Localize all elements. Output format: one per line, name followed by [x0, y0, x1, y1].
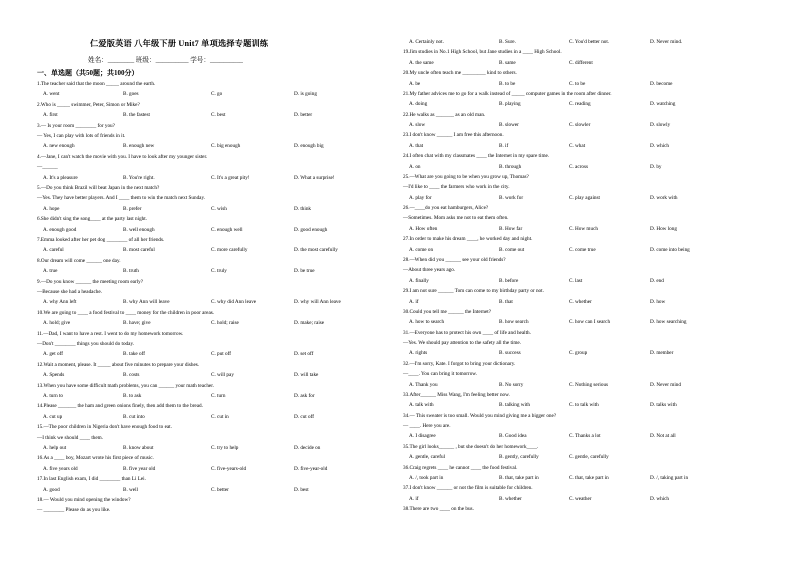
answer-option[interactable]: B. before	[499, 277, 519, 284]
question-text: 33.After______ Miss Wang, I'm feeling better now.	[403, 391, 510, 398]
answer-option[interactable]: A. hold; give	[43, 320, 71, 327]
answer-option[interactable]: D. become	[650, 80, 673, 87]
answer-option[interactable]: A. why Ann left	[43, 299, 77, 306]
answer-option[interactable]: C. How much	[569, 225, 598, 232]
answer-option[interactable]: C. play against	[569, 194, 600, 201]
answer-option[interactable]: D. which	[650, 142, 670, 149]
question-text: —______	[37, 164, 58, 171]
question-text: 7.Emma looked after her pet dog ________ of all her friends.	[37, 237, 165, 243]
question-text: —Don't ________ things you should do today.	[37, 341, 134, 347]
question-text: 28.—When did you ______ see your old friends?	[403, 256, 506, 263]
answer-option[interactable]: B. work for	[499, 194, 524, 201]
answer-option[interactable]: C. turn	[211, 393, 226, 399]
answer-option[interactable]: D. why will Ann leave	[294, 299, 341, 306]
answer-option[interactable]: B. most careful	[123, 247, 155, 254]
question-text: 31.—Everyone has to protect his own ____ of life and health.	[403, 329, 531, 336]
answer-option[interactable]: B. Good idea	[499, 433, 527, 440]
answer-option[interactable]: A. Certainly not.	[409, 39, 444, 45]
answer-option[interactable]: D. Never mind	[650, 381, 681, 388]
question-text: 20.My uncle often teach me _________ kind to others.	[403, 70, 517, 77]
answer-option[interactable]: B. that, take part in	[499, 474, 539, 481]
answer-option[interactable]: C. different	[569, 59, 593, 66]
answer-option[interactable]: B. prefer	[123, 205, 142, 212]
question-text: — ____. Here you are.	[403, 423, 451, 430]
answer-option[interactable]: A. hope	[43, 205, 60, 212]
question-text: — Yes, I can play with lots of friends in it.	[37, 133, 126, 139]
answer-option[interactable]: B. take off	[123, 351, 145, 358]
answer-option[interactable]: B. No sorry	[499, 381, 524, 388]
answer-option[interactable]: A. enough good	[43, 226, 77, 233]
question-text: 1.The teacher said that the moon _____ around the earth.	[37, 81, 156, 87]
answer-option[interactable]: D. by	[650, 163, 662, 170]
answer-option[interactable]: D. What a surprise!	[294, 174, 335, 181]
answer-option[interactable]: B. gently, carefully	[499, 454, 539, 461]
answer-option[interactable]: D. better	[294, 112, 313, 119]
answer-option[interactable]: C. gentle, carefully	[569, 454, 609, 461]
answer-option[interactable]: C. best	[211, 112, 226, 119]
question-text: 13.When you have some difficult math problems, you can ______ your math teacher.	[37, 382, 214, 389]
answer-option[interactable]: D. which	[650, 495, 670, 502]
answer-option[interactable]: D. How long	[650, 225, 677, 232]
answer-option[interactable]: D. think	[294, 205, 312, 212]
question-text: 9.—Do you know ______ the meeting room early?	[37, 278, 144, 285]
answer-option[interactable]: C. try to help	[211, 445, 239, 451]
answer-option[interactable]: D. work with	[650, 194, 678, 201]
question-text: 8.Our dream will come ______ one day.	[37, 257, 121, 264]
question-text: 38.There are two ____ on the bus.	[403, 506, 474, 513]
answer-option[interactable]: C. big enough	[211, 143, 241, 150]
answer-option[interactable]: A. true	[43, 268, 58, 275]
question-text: 32.—I'm sorry, Kate. I forgot to bring your dictionary.	[403, 360, 516, 367]
question-text: 4.—Jane, I can't watch the movie with you. I have to look after my younger sister.	[37, 153, 208, 160]
question-text: —About three years ago.	[403, 267, 456, 274]
answer-option[interactable]: B. to be	[499, 80, 516, 87]
answer-option[interactable]: A. How often	[409, 225, 438, 232]
answer-option[interactable]: B. enough new	[123, 143, 155, 150]
answer-option[interactable]: A. that	[409, 142, 424, 149]
question-text: 3.— Is your room ________ for you?	[37, 122, 115, 129]
question-text: 19.Jim studies in No.1 High School, but Jane studies in a ____ High School.	[403, 49, 562, 56]
answer-option[interactable]: B. goes	[123, 91, 139, 98]
answer-option[interactable]: D. how searching	[650, 319, 687, 326]
answer-option[interactable]: D. come into being	[650, 246, 690, 253]
answer-option[interactable]: C. better	[211, 486, 229, 493]
answer-option[interactable]: C. how can I search	[569, 319, 611, 326]
answer-option[interactable]: C. across	[569, 163, 589, 170]
answer-option[interactable]: A. new enough	[43, 143, 75, 150]
answer-option[interactable]: B. Sure.	[499, 39, 516, 45]
answer-option[interactable]: A. careful	[43, 247, 64, 254]
answer-option[interactable]: C. last	[569, 277, 583, 284]
answer-option[interactable]: C. reading	[569, 101, 591, 108]
answer-option[interactable]: C. come true	[569, 246, 596, 253]
question-text: 11.—Dad, I want to have a rest. I went to do my homework tomorrow.	[37, 330, 184, 337]
question-text: 2.Who is _____ swimmer, Peter, Simon or Mike?	[37, 101, 140, 108]
answer-option[interactable]: A. /, took part in	[409, 474, 444, 481]
question-text: 36.Craig regrets ____ he cannot ____ the food festival.	[403, 464, 518, 471]
answer-option[interactable]: D. end	[650, 277, 664, 284]
answer-option[interactable]: C. slowler	[569, 122, 591, 129]
answer-option[interactable]: B. why Ann will leave	[123, 299, 170, 306]
question-text: —I'd like to ____ the farmers who work in the city.	[403, 184, 510, 191]
question-text: 24.I often chat with my classmates ____ the Internet in my spare time.	[403, 153, 550, 160]
answer-option[interactable]: D. member	[650, 350, 674, 357]
answer-option[interactable]: D. five-year-old	[294, 465, 328, 472]
answer-option[interactable]: C. group	[569, 350, 588, 357]
answer-option[interactable]: A. get off	[43, 351, 63, 358]
answer-option[interactable]: B. slower	[499, 122, 519, 129]
answer-option[interactable]: A. Spends	[43, 372, 65, 379]
question-text: 27.In order to make his dream ____, he worked day and night.	[403, 236, 533, 243]
answer-option[interactable]: C. why did Ann leave	[211, 299, 257, 306]
answer-option[interactable]: D. slowly	[650, 122, 671, 129]
answer-option[interactable]: D. best	[294, 486, 309, 493]
question-text: 16.As a ____ boy, Mozart wrote his first piece of music.	[37, 455, 154, 462]
question-text: —Sometimes. Mom asks me not to eat them often.	[403, 215, 509, 222]
answer-option[interactable]: C. that, take part in	[569, 474, 609, 481]
answer-option[interactable]: A. be	[409, 80, 421, 87]
answer-option[interactable]: A. on	[409, 163, 421, 170]
answer-option[interactable]: A. gentle, careful	[409, 454, 446, 461]
answer-option[interactable]: B. same	[499, 59, 516, 66]
answer-option[interactable]: B. costs	[123, 372, 140, 379]
question-text: 17.In last English exam, I did ________ than Li Lei.	[37, 476, 146, 483]
answer-option[interactable]: D. set off	[294, 351, 314, 358]
answer-option[interactable]: A. help out	[43, 445, 67, 451]
answer-option[interactable]: A. how to search	[409, 319, 445, 326]
answer-option[interactable]: D. enough big	[294, 143, 324, 150]
section-heading: 一、单选题（共50题；共100分）	[37, 69, 139, 77]
answer-option[interactable]: A. first	[43, 112, 58, 119]
answer-option[interactable]: C. to be	[569, 80, 586, 87]
answer-option[interactable]: B. whether	[499, 495, 522, 502]
answer-option[interactable]: B. through	[499, 163, 522, 170]
answer-option[interactable]: B. cut into	[123, 413, 145, 420]
question-text: —Yes. They have better players. And I ____ them to win the match next Sunday.	[37, 195, 206, 202]
question-text: 14.Please _______ the ham and green onions finely, then add them to the bread.	[37, 403, 203, 410]
answer-option[interactable]: C. will pay	[211, 372, 234, 379]
answer-option[interactable]: B. how search	[499, 319, 529, 326]
answer-option[interactable]: B. truth	[123, 268, 139, 275]
answer-option[interactable]: C. Thanks a lot	[569, 433, 601, 440]
answer-option[interactable]: D. talks with	[650, 402, 677, 409]
answer-option[interactable]: A. the same	[409, 59, 434, 66]
worksheet-title: 仁爱版英语 八年级下册 Unit7 单项选择专题训练	[90, 39, 269, 48]
question-text: 23.I don't know ______ I am free this afternoon.	[403, 132, 504, 139]
answer-option[interactable]: B. to ask	[123, 393, 142, 399]
answer-option[interactable]: B. well enough	[123, 226, 155, 233]
question-text: 15.—The poor children in Nigeria don't have enough food to eat.	[37, 424, 172, 431]
answer-option[interactable]: A. if	[409, 298, 419, 305]
answer-option[interactable]: B. if	[499, 142, 509, 149]
answer-option[interactable]: C. Nothing serious	[569, 381, 609, 388]
question-text: 29.I am not sure ______ Tom can come to my birthday party or not.	[403, 288, 544, 295]
question-text: 34.— This sweater is too small. Would you mind giving me a bigger one?	[403, 412, 557, 419]
question-text: 25.—What are you going to be when you grow up, Thomas?	[403, 173, 529, 180]
answer-option[interactable]: A. finally	[409, 277, 429, 284]
answer-option[interactable]: D. make; raise	[294, 320, 325, 327]
question-text: 22.He walks as _______ as an old man.	[403, 111, 486, 118]
answer-option[interactable]: C. enough well	[211, 226, 243, 233]
answer-option[interactable]: A. play for	[409, 194, 432, 201]
answer-option[interactable]: C. cut in	[211, 413, 229, 420]
answer-option[interactable]: C. wish	[211, 205, 227, 212]
answer-option[interactable]: A. doing	[409, 101, 428, 108]
question-text: 18.— Would you mind opening the window?	[37, 497, 131, 503]
answer-option[interactable]: D. will take	[294, 372, 319, 379]
answer-option[interactable]: C. weather	[569, 495, 592, 502]
answer-option[interactable]: A. five years old	[43, 465, 78, 472]
answer-option[interactable]: C. more carefully	[211, 247, 248, 254]
answer-option[interactable]: C. five-years-old	[211, 465, 247, 472]
answer-option[interactable]: D. Never mind.	[650, 39, 683, 45]
answer-option[interactable]: B. You're right.	[123, 174, 155, 181]
answer-option[interactable]: B. come out	[499, 246, 525, 253]
answer-option[interactable]: C. to talk with	[569, 402, 599, 409]
answer-option[interactable]: C. whether	[569, 298, 592, 305]
answer-option[interactable]: D. good enough	[294, 226, 328, 233]
answer-option[interactable]: D. cut off	[294, 413, 314, 420]
answer-option[interactable]: D. the most carefully	[294, 247, 338, 254]
answer-option[interactable]: A. turn to	[43, 393, 64, 399]
answer-option[interactable]: B. playing	[499, 101, 521, 108]
answer-option[interactable]: D. Not at all	[650, 433, 676, 440]
answer-option[interactable]: C. truly	[211, 268, 227, 275]
answer-option[interactable]: A. It's a pleasure	[43, 174, 78, 181]
answer-option[interactable]: B. that	[499, 298, 513, 305]
answer-option[interactable]: B. have; give	[123, 320, 151, 327]
answer-option[interactable]: B. know about	[123, 445, 154, 451]
answer-option[interactable]: A. cut up	[43, 413, 63, 420]
answer-option[interactable]: C. what	[569, 142, 586, 149]
answer-option[interactable]: B. talking with	[499, 402, 530, 409]
answer-option[interactable]: C. put off	[211, 351, 231, 358]
answer-option[interactable]: A. I disagree	[409, 433, 436, 440]
answer-option[interactable]: C. It's a great pity!	[211, 174, 250, 181]
question-text: 37.I don't know ______ or not the film is suitable for children.	[403, 485, 533, 492]
answer-option[interactable]: B. the fastest	[123, 112, 150, 119]
answer-option[interactable]: D. how	[650, 298, 666, 305]
answer-option[interactable]: A. good	[43, 486, 60, 493]
answer-option[interactable]: A. rights	[409, 350, 428, 357]
question-text: —I think we should ____ them.	[37, 434, 103, 441]
question-text: 5.—Do you think Brazil will beat Japan in the next match?	[37, 185, 160, 191]
question-text: 30.Could you tell me ______ the Internet?	[403, 308, 492, 315]
answer-option[interactable]: B. success	[499, 350, 521, 357]
answer-option[interactable]: D. be true	[294, 268, 315, 275]
question-text: 21.My father advices me to go for a walk instead of _____ computer games in the room after dinner.	[403, 90, 612, 97]
answer-option[interactable]: A. Thank you	[409, 381, 438, 388]
answer-option[interactable]: B. five year old	[123, 465, 156, 472]
answer-option[interactable]: A. if	[409, 495, 419, 502]
answer-option[interactable]: C. You'd better not.	[569, 39, 610, 45]
answer-option[interactable]: D. /, taking part in	[650, 474, 689, 481]
answer-option[interactable]: B. How far	[499, 225, 523, 232]
question-text: 26.—____do you eat hamburgers, Alice?	[403, 205, 489, 212]
question-text: — ________ Please do as you like.	[37, 507, 111, 514]
student-info-line: 姓名：________ 班级：__________ 学号：__________	[88, 57, 243, 64]
answer-option[interactable]: A. come on	[409, 246, 434, 253]
question-text: —Because she had a headache.	[37, 289, 102, 295]
answer-option[interactable]: A. slow	[409, 122, 426, 129]
answer-option[interactable]: C. hold; raise	[211, 320, 239, 327]
question-text: 10.We are going to ____ a food festival to ____ money for the children in poor areas.	[37, 309, 215, 316]
answer-option[interactable]: D. is going	[294, 91, 317, 98]
answer-option[interactable]: D. watching	[650, 101, 676, 108]
answer-option[interactable]: A. talk with	[409, 402, 434, 409]
question-text: 12.Wait a moment, please. It _____ about five minutes to prepare your dishes.	[37, 361, 200, 368]
answer-option[interactable]: D. decide on	[294, 445, 321, 451]
question-text: 6.She didn't sing the song____ at the party last night.	[37, 216, 148, 223]
answer-option[interactable]: C. go	[211, 91, 223, 98]
question-text: 35.The girl looks______ , but she doesn't do her homework____.	[403, 443, 539, 450]
question-text: —Yes. We should pay attention to the safety all the time.	[403, 340, 521, 347]
answer-option[interactable]: D. ask for	[294, 393, 315, 399]
question-text: —____. You can bring it tomorrow.	[403, 371, 478, 378]
answer-option[interactable]: A. went	[43, 91, 60, 98]
answer-option[interactable]: B. well	[123, 486, 138, 493]
